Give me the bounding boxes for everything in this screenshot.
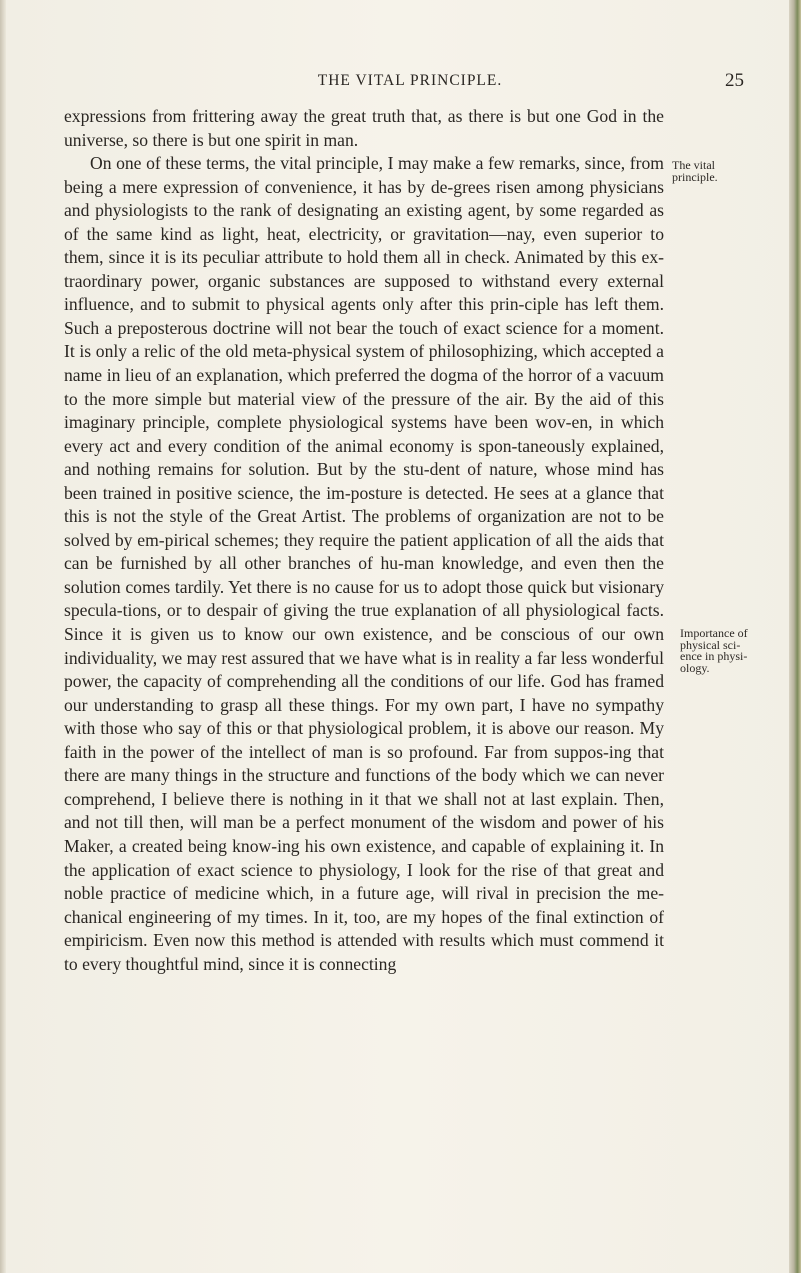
sidenote-line: ence in physi- [680, 649, 748, 663]
body-text [64, 105, 664, 976]
page-number: 25 [725, 70, 744, 91]
sidenote-line: Importance of [680, 626, 748, 640]
sidenote-line: physical sci- [680, 637, 741, 652]
paragraph-vital-principle: On one of these terms, the vital principle, I may make a few remarks, since, from being a mere expression of convenience, it has by de-grees risen among physicians and physiologists to the rank of designating an existing agent, by some regarded as of the same kind as light, heat, electricity, or gravitation—nay, even superior to them, since it is its peculiar attribute to hold them all in check. Animated by this ex-traordinary power, organic substances are supposed to withstand every external influence, and to submit to physical agents only after this prin-ciple has left them. Such a preposterous doctrine will not bear the touch of exact science for a moment. It is only a relic of the old meta-physical system of philosophizing, which accepted a name in lieu of an explanation, which preferred the dogma of the horror of a vacuum to the more simple but material view of the pressure of the air. By the aid of this imaginary principle, complete physiological systems have been wov-en, in which every act and every condition of the animal economy is spon-taneously explained, and nothing remains for solution. But by the stu-dent of nature, whose mind has been trained in positive science, the im-posture is detected. He sees at a glance that this is not the style of the Great Artist. The problems of organization are not to be solved by em-pirical schemes; they require the patient application of all the aids that can be furnished by all other branches of hu-man knowledge, and even then the solution comes tardily. Yet there is no cause for us to adopt those quick but visionary specula-tions, or to despair of giving the true explanation of all physiological facts. Since it is given us to know our own existence, and be conscious of our own individuality, we may rest assured that we have what is in reality a far less wonderful power, the capacity of comprehending all the conditions of our life. God has framed our understanding to grasp all these things. For my own part, I have no sympathy with those who say of this or that physiological problem, it is above our reason. My faith in the power of the intellect of man is so profound. Far from suppos-ing that there are many things in the structure and functions of the body which we can never comprehend, I believe there is nothing in it that we shall not at last explain. Then, and not till then, will man be a perfect monument of the wisdom and power of his Maker, a created being know-ing his own existence, and capable of explaining it. In the application of exact science to physiology, I look for the rise of that great and noble practice of medicine which, in a future age, will rival in precision the me-chanical engineering of my times. In it, too, are my hopes of the final extinction of empiricism. Even now this method is attended with results which must commend it to every thoughtful mind, since it is connecting [64, 153, 664, 974]
running-head: THE VITAL PRINCIPLE. [317, 72, 503, 89]
page-edge [789, 0, 801, 1273]
sidenote-line: ology. [680, 660, 710, 675]
sidenote-importance-of-physical-science [680, 628, 776, 674]
sidenote-vital-principle [672, 160, 752, 183]
page-gutter-shadow [0, 0, 6, 1273]
page-header [60, 72, 760, 100]
paragraph-continuation: expressions from frittering away the great truth that, as there is but one God in the universe, so there is but one spirit in man. [64, 106, 664, 150]
sidenote-line: The vital [672, 158, 715, 172]
sidenote-line: principle. [672, 169, 718, 184]
